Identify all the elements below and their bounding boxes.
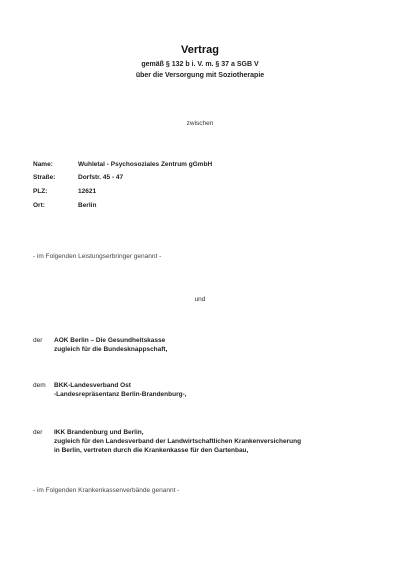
provider-role-note: - im Folgenden Leistungserbringer genannt - — [33, 253, 162, 260]
party-1-line-1: AOK Berlin – Die Gesundheitskasse — [54, 337, 166, 344]
party-1-article: der — [33, 337, 43, 344]
funds-role-note: - im Folgenden Krankenkassenverbände genannt - — [33, 487, 180, 494]
document-subtitle-legal: gemäß § 132 b i. V. m. § 37 a SGB V — [141, 61, 259, 68]
provider-street-label: Straße: — [33, 174, 56, 181]
document-subtitle-topic: über die Versorgung mit Soziotherapie — [135, 72, 265, 79]
document-title: Vertrag — [181, 44, 219, 56]
provider-name-value: Wuhletal - Psychosoziales Zentrum gGmbH — [78, 161, 213, 168]
party-1-block — [54, 336, 167, 354]
party-2-block — [54, 381, 187, 399]
provider-city-value: Berlin — [78, 202, 97, 209]
party-3-block — [54, 428, 301, 455]
party-3-line-2: zugleich für den Landesverband der Landwirtschaftlichen Krankenversicherung — [54, 438, 302, 445]
between-text: zwischen — [186, 120, 214, 127]
provider-zip-value: 12621 — [78, 188, 97, 195]
party-3-line-3: in Berlin, vertreten durch die Krankenkasse für den Gartenbau, — [54, 447, 249, 454]
provider-city-label: Ort: — [33, 202, 45, 209]
party-3-article: der — [33, 429, 43, 436]
party-1-line-2: zugleich für die Bundesknappschaft, — [54, 346, 168, 353]
party-2-article: dem — [33, 382, 46, 389]
and-text: und — [194, 296, 206, 303]
provider-street-value: Dorfstr. 45 - 47 — [78, 174, 124, 181]
party-2-line-1: BKK-Landesverband Ost — [54, 382, 131, 389]
provider-zip-label: PLZ: — [33, 188, 48, 195]
party-2-line-2: -Landesrepräsentanz Berlin-Brandenburg-, — [54, 391, 187, 398]
party-3-line-1: IKK Brandenburg und Berlin, — [54, 429, 144, 436]
provider-name-label: Name: — [33, 161, 53, 168]
